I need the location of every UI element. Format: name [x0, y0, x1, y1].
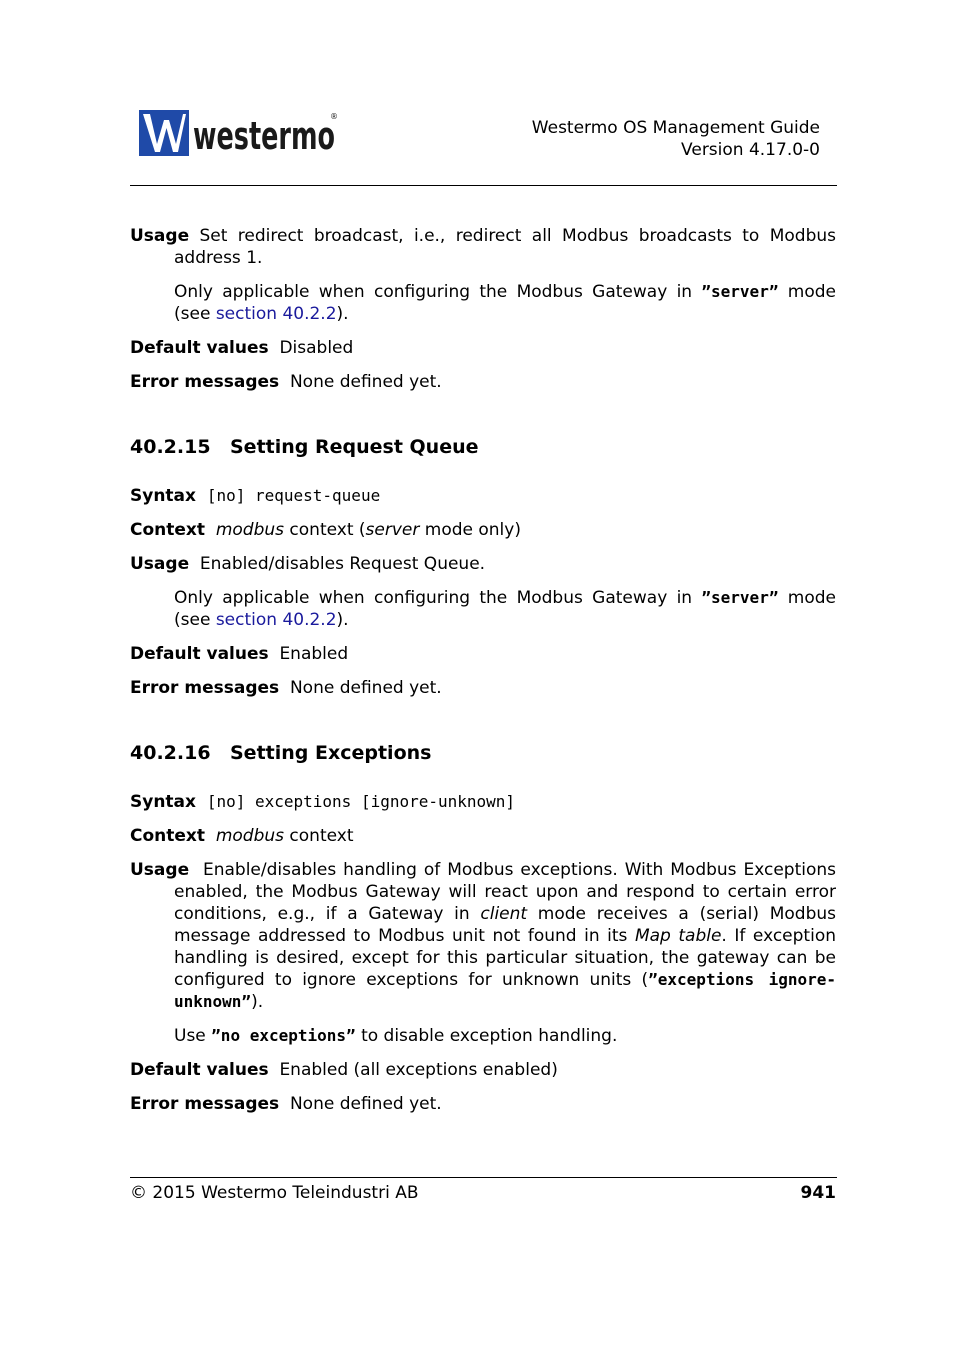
page-content — [130, 225, 836, 1127]
syntax-label: Syntax — [130, 792, 196, 812]
default-entry — [130, 643, 836, 665]
usage-label: Usage — [130, 554, 190, 574]
westermo-logo-graphic — [139, 110, 339, 158]
header-rule — [130, 185, 837, 186]
syntax-label: Syntax — [130, 486, 196, 506]
guide-version: Version 4.17.0-0 — [681, 140, 820, 160]
usage-text: Set redirect broadcast, i.e., redirect all Modbus broadcasts to Modbus address 1. — [174, 226, 836, 268]
usage-note: Only applicable when configuring the Modbus Gateway in ”server” mode (see section 40.2.2). — [174, 282, 836, 324]
error-entry — [130, 1093, 836, 1115]
syntax-entry — [130, 791, 836, 813]
section-number: 40.2.16 — [130, 742, 211, 764]
westermo-logo — [139, 110, 339, 158]
context-entry: Context modbus context (server mode only) — [130, 520, 521, 540]
footer-rule — [130, 1177, 837, 1178]
syntax-value: [no] exceptions [ignore-unknown] — [206, 792, 516, 811]
svg-text:®: ® — [330, 112, 338, 121]
section-title: Setting Request Queue — [230, 436, 479, 458]
default-value: Disabled — [279, 338, 354, 358]
usage-entry — [130, 553, 836, 631]
guide-title: Westermo OS Management Guide — [531, 118, 820, 138]
error-value: None defined yet. — [289, 1094, 442, 1114]
error-value: None defined yet. — [289, 372, 442, 392]
context-label: Context — [130, 826, 206, 846]
error-label: Error messages — [130, 1094, 280, 1114]
context-label: Context — [130, 520, 206, 540]
section-title: Setting Exceptions — [230, 742, 432, 764]
usage-label: Usage — [130, 860, 190, 880]
usage-text: Enabled/disables Request Queue. — [199, 554, 486, 574]
default-value: Enabled — [279, 644, 349, 664]
section-link[interactable]: section 40.2.2 — [215, 610, 337, 630]
error-value: None defined yet. — [289, 678, 442, 698]
section-heading-exceptions — [130, 741, 836, 765]
section-heading-request-queue — [130, 435, 836, 459]
no-exceptions-code: ”no exceptions” — [211, 1026, 356, 1045]
default-label: Default values — [130, 1060, 269, 1080]
context-entry: Context modbus context — [130, 826, 354, 846]
error-label: Error messages — [130, 678, 280, 698]
exceptions-code: ”exceptions ignore-unknown” — [174, 970, 836, 1011]
default-entry — [130, 1059, 836, 1081]
section-number: 40.2.15 — [130, 436, 211, 458]
usage-entry: Usage Enable/disables handling of Modbus exceptions. With Modbus Exceptions enabled, the Modbus Gateway will react upon and respond to certain error conditions, e.g., if a Gateway in client mode receives a (serial) Modbus message addressed to Modbus unit not found in its Map table. If exception handling is desired, except for this particular situation, the gateway can be configured to ignore exceptions for unknown units (”exceptions ignore-unknown”). Use ”no exceptions” to disable exception handling. — [130, 860, 837, 1046]
default-value: Enabled (all exceptions enabled) — [279, 1060, 558, 1080]
top-error-entry — [130, 371, 836, 393]
syntax-entry — [130, 485, 836, 507]
top-usage-entry — [130, 225, 836, 325]
default-label: Default values — [130, 644, 269, 664]
footer-copyright: © 2015 Westermo Teleindustri AB — [130, 1183, 419, 1203]
usage-note: Use ”no exceptions” to disable exception handling. — [174, 1026, 618, 1046]
svg-text:westermo: westermo — [193, 114, 335, 158]
error-entry — [130, 677, 836, 699]
top-default-entry — [130, 337, 836, 359]
syntax-value: [no] request-queue — [206, 486, 381, 505]
default-label: Default values — [130, 338, 269, 358]
usage-note: Only applicable when configuring the Modbus Gateway in ”server” mode (see section 40.2.2). — [174, 588, 836, 630]
page-number: 941 — [800, 1183, 836, 1203]
header-text — [532, 117, 820, 161]
section-link[interactable]: section 40.2.2 — [215, 304, 337, 324]
server-code: ”server” — [701, 282, 779, 301]
usage-label: Usage — [130, 226, 190, 246]
error-label: Error messages — [130, 372, 280, 392]
server-code: ”server” — [701, 588, 779, 607]
